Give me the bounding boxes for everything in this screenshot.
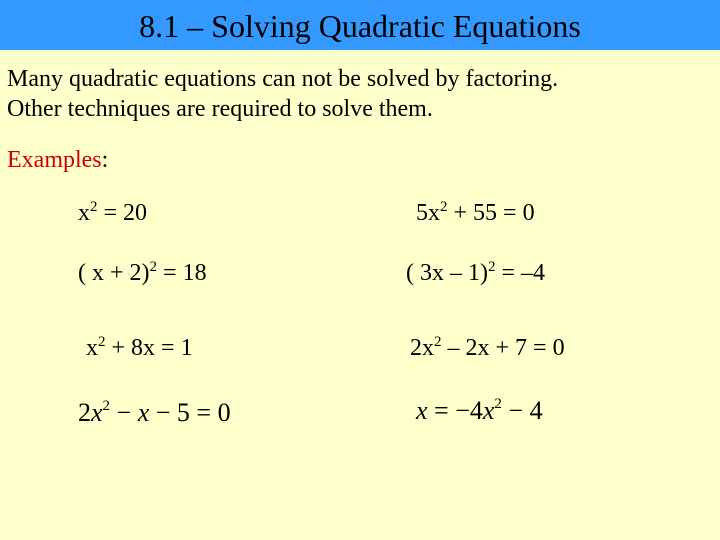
eq-exponent: 2	[487, 259, 496, 275]
eq-term: ( 3x – 1)	[406, 260, 488, 286]
slide-title: 8.1 – Solving Quadratic Equations	[139, 8, 581, 44]
eq-term: = –4	[495, 260, 546, 286]
eq-term: = 20	[97, 200, 148, 226]
eq-variable: x	[482, 396, 495, 425]
examples-label	[7, 145, 108, 175]
eq-term: = −4	[427, 396, 483, 425]
eq-exponent: 2	[102, 398, 111, 414]
eq-exponent: 2	[149, 259, 158, 275]
eq-term: − 5 = 0	[149, 398, 231, 427]
eq-variable: x	[416, 396, 428, 425]
equation-6	[410, 333, 565, 366]
eq-term: 2x	[410, 335, 434, 361]
examples-colon: :	[101, 147, 109, 173]
eq-term: – 2x + 7 = 0	[441, 335, 565, 361]
eq-exponent: 2	[90, 199, 98, 215]
eq-term: 5x	[416, 200, 440, 226]
eq-term: − 4	[501, 396, 543, 425]
eq-variable: x	[137, 398, 150, 427]
eq-exponent: 2	[434, 334, 442, 350]
equation-8	[416, 396, 543, 430]
eq-term: x	[78, 200, 90, 226]
intro-line-2: Other techniques are required to solve them.	[7, 96, 433, 122]
eq-variable: x	[91, 398, 103, 427]
eq-exponent: 2	[494, 396, 502, 412]
intro-text	[7, 64, 707, 124]
eq-term: + 55 = 0	[447, 200, 535, 226]
eq-term: −	[110, 398, 138, 427]
equation-7	[78, 398, 231, 432]
eq-term: + 8x = 1	[105, 335, 193, 361]
eq-term: x	[86, 335, 98, 361]
eq-exponent: 2	[98, 334, 106, 350]
eq-term: 2	[78, 398, 91, 427]
equation-2	[416, 198, 535, 231]
equation-3	[78, 258, 207, 291]
eq-term: = 18	[157, 260, 207, 286]
eq-term: ( x + 2)	[78, 260, 150, 286]
equation-4	[406, 258, 545, 291]
equation-5	[86, 333, 193, 366]
examples-word: Examples	[7, 147, 102, 173]
equation-1	[78, 198, 147, 231]
eq-exponent: 2	[440, 199, 448, 215]
intro-line-1: Many quadratic equations can not be solved by factoring.	[7, 66, 559, 92]
